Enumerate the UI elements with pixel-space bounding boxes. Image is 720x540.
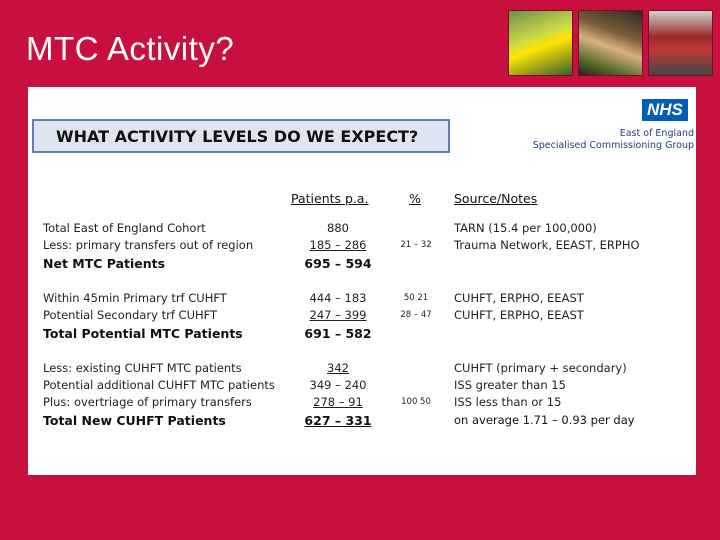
table-row (28, 221, 696, 238)
row-patients: 185 – 286 (309, 238, 367, 252)
row-percent: 21 – 32 (400, 240, 432, 250)
row-patients: 444 – 183 (309, 291, 367, 305)
col-head-source: Source/Notes (454, 191, 538, 206)
col-head-percent: % (409, 191, 421, 206)
row-patients: 278 – 91 (313, 395, 363, 409)
activity-document (28, 87, 696, 475)
row-source: ISS less than or 15 (454, 395, 562, 409)
document-heading: WHAT ACTIVITY LEVELS DO WE EXPECT? (32, 119, 450, 153)
table-row (28, 291, 696, 308)
row-percent: 50 21 (403, 293, 429, 303)
row-source: on average 1.71 – 0.93 per day (454, 413, 635, 427)
row-patients: 349 – 240 (309, 378, 367, 392)
stretcher-photo (578, 10, 643, 76)
table-row (28, 378, 696, 395)
table-row (28, 361, 696, 378)
row-label: Potential additional CUHFT MTC patients (43, 378, 275, 392)
row-label: Potential Secondary trf CUHFT (43, 308, 218, 322)
row-label: Net MTC Patients (43, 256, 166, 271)
table-row-total (28, 326, 696, 343)
row-source: CUHFT, ERPHO, EEAST (454, 308, 584, 322)
row-patients: 691 – 582 (304, 326, 372, 341)
slide-title: MTC Activity? (26, 30, 235, 67)
ambulance-photo (508, 10, 573, 76)
col-head-patients: Patients p.a. (291, 191, 369, 206)
row-patients: 695 – 594 (304, 256, 372, 271)
table-row (28, 308, 696, 325)
table-row (28, 238, 696, 255)
org-line-2: Specialised Commissioning Group (532, 140, 694, 151)
row-patients: 880 (327, 221, 349, 235)
hospital-ward-photo (648, 10, 713, 76)
row-label: Less: primary transfers out of region (43, 238, 254, 252)
row-label: Total East of England Cohort (43, 221, 206, 235)
org-line-1: East of England (619, 128, 694, 139)
row-patients: 627 – 331 (304, 413, 372, 428)
table-row (28, 395, 696, 412)
row-label: Less: existing CUHFT MTC patients (43, 361, 242, 375)
row-percent: 100 50 (401, 397, 431, 407)
row-source: Trauma Network, EEAST, ERPHO (454, 238, 640, 252)
row-source: CUHFT (primary + secondary) (454, 361, 627, 375)
row-percent: 28 – 47 (400, 310, 432, 320)
row-label: Within 45min Primary trf CUHFT (43, 291, 227, 305)
row-patients: 247 – 399 (309, 308, 367, 322)
row-source: ISS greater than 15 (454, 378, 566, 392)
header-photos (508, 10, 713, 76)
table-row-total (28, 413, 696, 430)
table-row-total (28, 256, 696, 273)
row-source: CUHFT, ERPHO, EEAST (454, 291, 584, 305)
row-label: Plus: overtriage of primary transfers (43, 395, 252, 409)
row-label: Total New CUHFT Patients (43, 413, 226, 428)
row-label: Total Potential MTC Patients (43, 326, 243, 341)
org-name (526, 128, 694, 152)
row-patients: 342 (327, 361, 349, 375)
row-source: TARN (15.4 per 100,000) (454, 221, 597, 235)
nhs-logo: NHS (642, 99, 688, 121)
